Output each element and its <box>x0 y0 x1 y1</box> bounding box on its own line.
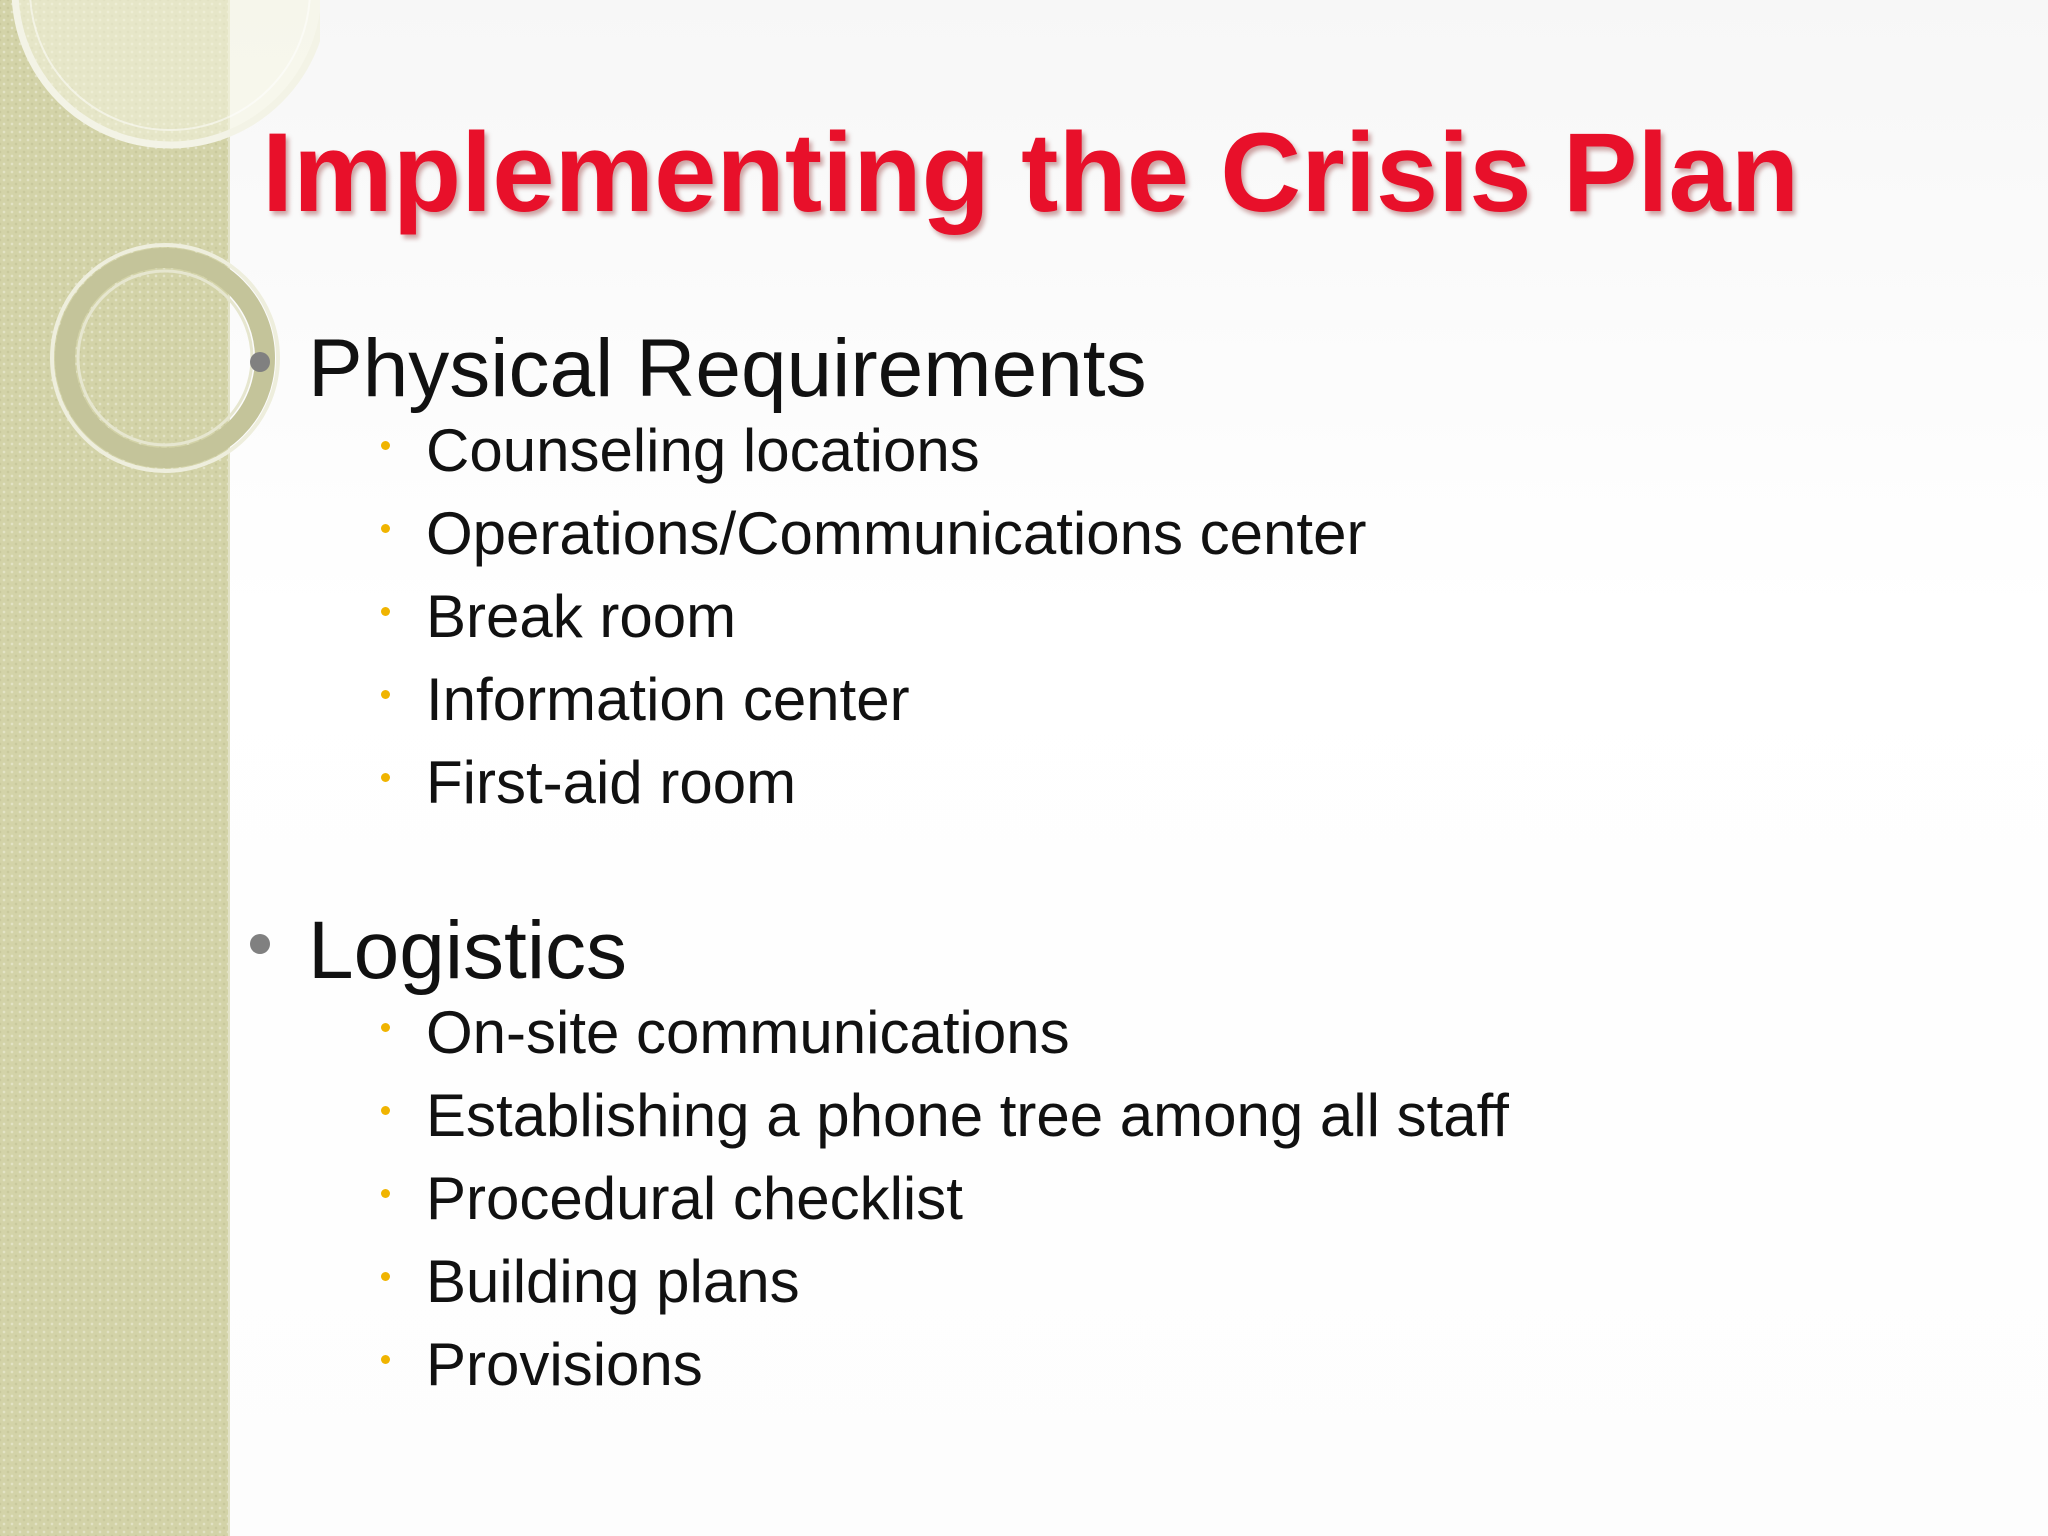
list-item-text: Operations/Communications center <box>426 500 1367 567</box>
list-item-text: Building plans <box>426 1248 800 1315</box>
bullet-dot-icon <box>250 352 270 372</box>
sub-bullet-dot-icon <box>381 607 390 616</box>
list-item-text: Provisions <box>426 1331 703 1398</box>
sub-bullet-dot-icon <box>381 441 390 450</box>
decorative-circles <box>0 0 320 520</box>
sub-bullet-dot-icon <box>381 1355 390 1364</box>
list-item-text: Break room <box>426 583 737 650</box>
sub-bullet-dot-icon <box>381 1106 390 1115</box>
section-heading: Logistics <box>308 905 628 996</box>
list-item-text: Information center <box>426 666 910 733</box>
sub-bullet-dot-icon <box>381 1189 390 1198</box>
sub-bullet-dot-icon <box>381 1272 390 1281</box>
slide-title: Implementing the Crisis Plan <box>262 110 1800 235</box>
sub-bullet-dot-icon <box>381 1023 390 1032</box>
sub-bullet-dot-icon <box>381 773 390 782</box>
list-item-text: First-aid room <box>426 749 797 816</box>
bullet-dot-icon <box>250 934 270 954</box>
list-item-text: Establishing a phone tree among all staff <box>426 1082 1509 1149</box>
section-heading: Physical Requirements <box>308 323 1147 414</box>
list-item-text: Procedural checklist <box>426 1165 963 1232</box>
sub-bullet-dot-icon <box>381 690 390 699</box>
list-item-text: Counseling locations <box>426 417 980 484</box>
list-item-text: On-site communications <box>426 999 1070 1066</box>
sub-bullet-dot-icon <box>381 524 390 533</box>
